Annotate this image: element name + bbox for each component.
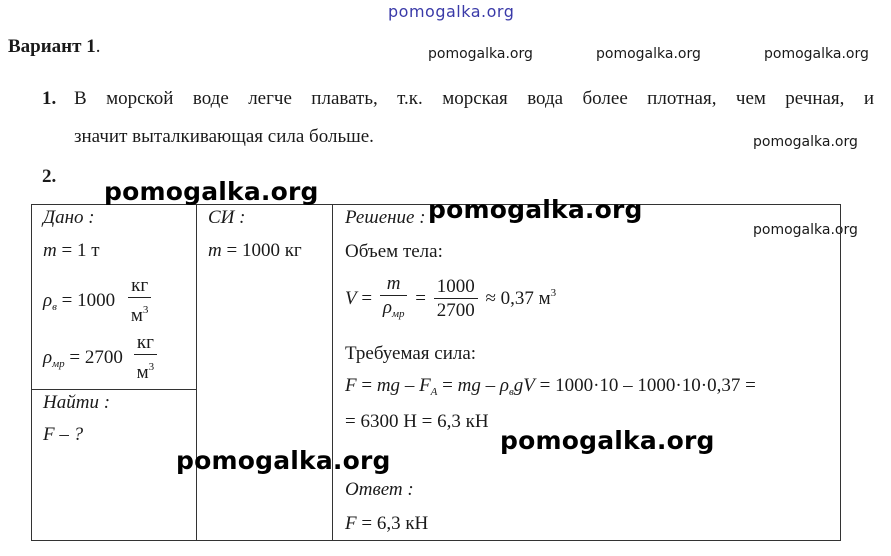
volume-result: ≈ 0,37 м: [485, 287, 551, 309]
unit-den: м: [136, 362, 149, 383]
volume-formula: V = $\frac{m}{\rho_{мр}}$ = $\frac{1000}{2700}$ ≈ 0,37 $м^3$: [345, 273, 556, 326]
find-value: F – ?: [43, 424, 84, 445]
given-label: Дано :: [43, 207, 95, 228]
variant-title: Вариант 1: [8, 36, 96, 57]
q2-number: 2.: [42, 166, 57, 187]
force-sub-b: в: [508, 386, 514, 398]
watermark-small: pomogalka.org: [753, 222, 858, 238]
answer-label: Ответ :: [345, 479, 414, 500]
force-sub-a: A: [430, 386, 438, 398]
solution-table: [31, 204, 841, 541]
rho-sub: мр: [391, 308, 405, 320]
equals: =: [415, 287, 426, 309]
rho-symbol: ρ: [382, 297, 392, 318]
si-label: СИ :: [208, 207, 246, 228]
solution-label: Решение :: [345, 207, 426, 228]
force-title: Требуемая сила:: [345, 343, 477, 364]
q1-line1: В морской воде легче плавать, т.к. морская вода более плотная, чем речная, и: [74, 88, 874, 109]
frac-num: 1000: [434, 276, 478, 299]
unit-pow: 3: [148, 361, 155, 373]
force-formula-line1: F = mg – $F_A$ = mg – $\rho_вgV = 1000\cdot 10 - 1000\cdot 10\cdot 0,37$ =: [345, 375, 756, 398]
watermark-big: pomogalka.org: [176, 446, 391, 475]
unit-num: кг: [134, 332, 158, 355]
watermark-big: pomogalka.org: [428, 195, 643, 224]
find-cell: [32, 390, 197, 541]
volume-title: Объем тела:: [345, 241, 443, 262]
rho-value: = 2700: [69, 346, 123, 368]
force-formula-line2: = 6300 Н = 6,3 кН: [345, 411, 489, 432]
rho-symbol: ρ: [43, 346, 53, 368]
variant-heading: [8, 36, 100, 58]
given-cell: [32, 205, 197, 390]
si-cell: [197, 205, 333, 541]
answer-value: F = 6,3 кН: [345, 513, 429, 534]
variant-dot: .: [95, 36, 101, 57]
unit-den: м: [130, 305, 143, 326]
rho-symbol: ρ: [43, 289, 53, 311]
q1-number: 1.: [42, 88, 57, 109]
volume-pow: 3: [550, 286, 557, 299]
unit-num: кг: [128, 275, 152, 298]
watermark-small: pomogalka.org: [753, 134, 858, 150]
given-mass: m = 1 т: [43, 240, 100, 261]
watermark-small: pomogalka.org: [596, 46, 701, 62]
si-mass: m = 1000 кг: [208, 240, 302, 261]
unit-pow: 3: [142, 304, 149, 316]
unit-fraction: [128, 275, 152, 328]
formula-fraction: [434, 276, 478, 323]
rho-sub: мр: [52, 357, 65, 370]
formula-fraction: [380, 273, 408, 326]
watermark-big: pomogalka.org: [104, 177, 319, 206]
solution-cell: [333, 205, 841, 541]
given-rho-body: [43, 332, 160, 385]
q1-line2: значит выталкивающая сила больше.: [74, 126, 374, 147]
find-label: Найти :: [43, 392, 111, 413]
watermark-top: pomogalka.org: [388, 2, 515, 21]
frac-den: 2700: [436, 300, 475, 321]
rho-sub: в: [52, 300, 57, 313]
given-rho-water: [43, 275, 154, 328]
watermark-small: pomogalka.org: [428, 46, 533, 62]
unit-fraction: [134, 332, 158, 385]
watermark-big: pomogalka.org: [500, 426, 715, 455]
frac-num: m: [380, 273, 408, 296]
watermark-small: pomogalka.org: [764, 46, 869, 62]
rho-value: = 1000: [61, 289, 116, 311]
